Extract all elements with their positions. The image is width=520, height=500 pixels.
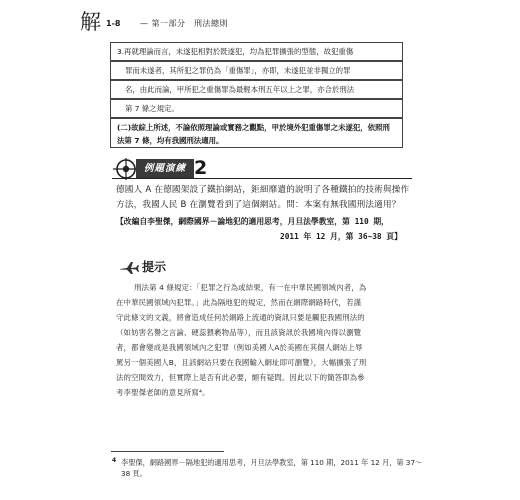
chapter-glyph: 解 bbox=[80, 10, 101, 34]
paragraph-line: （如妨害名譽之言論、硬蕊猥褻物品等），而且該資訊於我國境內得以瀏覽 bbox=[116, 328, 362, 337]
rule-box-conclusion: (二)故綜上所述，不論依照理論或實務之觀點，甲於境外犯重傷罪之未遂犯，依照刑法第 7 條，均有我國刑法適用。 bbox=[110, 118, 403, 148]
paragraph-line: 在中華民國領域內犯罪。」此為隔地犯的規定，然而在網際網路時代，若謹 bbox=[116, 298, 362, 307]
paragraph-line: 考李聖傑老師的意見所寫⁴。 bbox=[116, 388, 210, 397]
footnote-rule bbox=[111, 451, 224, 452]
section-title: — 第一部分 刑法總則 bbox=[140, 19, 229, 28]
example-number: 2 bbox=[194, 157, 208, 179]
question-line: 德國人 A 在德國架設了鐵拍網站，鉅細靡遺的說明了各種鐵拍的技術與操作 bbox=[116, 185, 410, 195]
question-line: 方法，我國人民 B 在瀏覽看到了這個網站。問：本案有無我國刑法適用？ bbox=[116, 200, 401, 210]
footnote-line: 李聖傑，網路國界－隔地犯的適用思考，月旦法學教室，第 110 期，2011 年 12 月，第 37～ bbox=[121, 458, 423, 467]
rule-box-row: 名，由此而論，甲所犯之重傷罪為最輕本刑五年以上之罪，亦合於刑法 bbox=[110, 80, 403, 99]
paragraph-line: 者，都會變成是我國領域內之犯罪（例如美國人A於美國在其個人網站上辱 bbox=[116, 343, 363, 352]
question-source-line: 2011 年 12 月，第 36∼38 頁】 bbox=[280, 232, 402, 241]
question-source-line: 【改編自李聖傑，網際國界－論地犯的適用思考，月旦法學教室，第 110 期， bbox=[116, 217, 389, 226]
paragraph-line: 守此條文的文義，將會造成任何於網路上流通的資訊只要是觸犯我國刑法的 bbox=[116, 313, 365, 322]
example-banner-label: 例題演練 bbox=[136, 159, 194, 178]
airplane-icon bbox=[119, 261, 139, 275]
rule-box-row: 罪而未遂者，其所犯之罪仍為「重傷罪」，亦即，未遂犯並非獨立的罪 bbox=[110, 61, 403, 80]
footnote-line: 38 頁。 bbox=[121, 469, 147, 478]
rule-box-row: 第 7 條之規定。 bbox=[110, 99, 403, 118]
footnote-marker: 4 bbox=[112, 457, 117, 464]
paragraph-line: 罵另一個美國人B，且該網站只要在我國輸入網址即可瀏覽），大幅擴張了刑 bbox=[116, 358, 367, 367]
banner-rule bbox=[112, 178, 412, 179]
paragraph-line: 刑法第 4 條規定：「犯罪之行為或結果，有一在中華民國領域內者，為 bbox=[134, 283, 367, 292]
rule-box-row: 3.再就理論而言，未遂犯相對於既遂犯，均為犯罪擴張的型態，故犯重傷 bbox=[110, 42, 403, 61]
paragraph-line: 法的空間效力，但實際上是否有此必要，頗有疑問。因此以下的簡答即為參 bbox=[116, 373, 365, 382]
hint-title: 提示 bbox=[142, 260, 167, 274]
page-number: 1-8 bbox=[106, 19, 121, 28]
